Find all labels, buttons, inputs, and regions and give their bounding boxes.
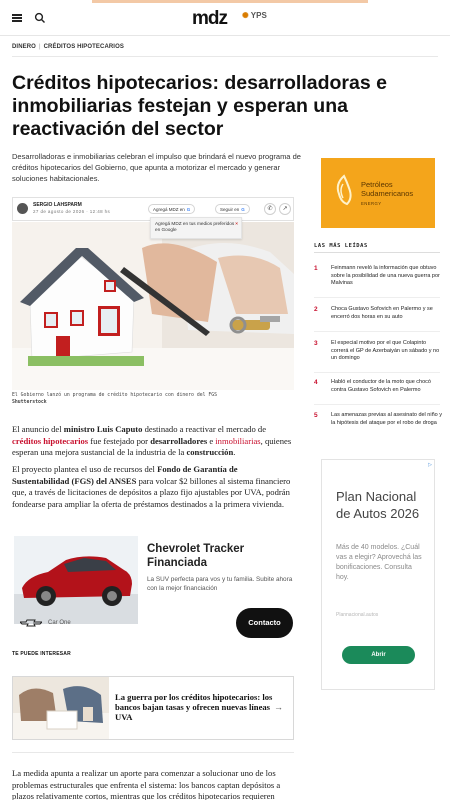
article-title: Créditos hipotecarios: desarrolladoras e inmobiliarias festejan y esperan una reactivación del sector (12, 72, 387, 140)
divider (314, 297, 440, 298)
related-article-card[interactable] (12, 676, 294, 740)
menu-icon[interactable] (12, 14, 22, 22)
follow-google-button[interactable]: Seguir en G (215, 204, 250, 214)
rank-number: 1 (314, 265, 318, 272)
plan-nacional-ad[interactable] (321, 459, 435, 690)
plan-ad-description: Más de 40 modelos. ¿Cuál vas a elegir? Aprovechá las bonificaciones. Consulta hoy. (336, 544, 422, 581)
share-icon[interactable]: ↗ (279, 203, 291, 215)
ad-description: La SUV perfecta para vos y tu familia. Subite ahora con la mejor financiación (147, 576, 293, 592)
sponsor-name: Petróleos Sudamericanos (361, 180, 414, 198)
divider (314, 331, 440, 332)
sponsor-tagline: ENERGY (361, 201, 382, 206)
open-button[interactable]: Abrir (342, 646, 415, 664)
sponsored-ad[interactable] (12, 530, 294, 642)
adchoices-icon[interactable]: ▷ (428, 462, 432, 468)
photo-caption (12, 392, 294, 406)
divider (12, 752, 294, 753)
chevrolet-bowtie-icon (20, 619, 42, 627)
most-read-heading: LAS MÁS LEÍDAS (314, 243, 368, 249)
google-tooltip: Agregá MDZ en tus medios preferidos en Google × (150, 217, 242, 239)
most-read-title[interactable]: Choca Gustavo Sofovich en Palermo y se encerró dos horas en su auto (331, 306, 433, 320)
house-model-illustration (12, 222, 294, 390)
related-label: TE PUEDE INTERESAR (12, 651, 71, 657)
add-google-button[interactable]: Agregá MDZ en G (148, 204, 195, 214)
article-paragraph-3: La medida apunta a realizar un aporte para comenzar a solucionar uno de los problemas estructurales que enfrenta el sistema: los bancos captan depósitos a plazos relativamente cortos, mientras que los créditos hipotecarios requieren (12, 768, 281, 800)
whatsapp-icon[interactable]: ✆ (264, 203, 276, 215)
rank-number: 2 (314, 306, 318, 313)
breadcrumb (12, 44, 124, 50)
car-image (14, 536, 138, 624)
google-icon: G (241, 207, 245, 212)
divider (314, 252, 440, 253)
close-icon[interactable]: × (235, 221, 238, 226)
author-avatar (17, 203, 28, 214)
plan-ad-title: Plan Nacional de Autos 2026 (336, 489, 420, 521)
article-paragraph-2: El proyecto plantea el uso de recursos del Fondo de Garantía de Sustentabilidad (FGS) del ANSES para volcar $2 billones al sistema financiero que, a través de licitaciones de depósitos a plazo fijo ajustables por UVA, podrán fondearse para ampliar la oferta de préstamos destinados a la primera vivienda. (12, 464, 291, 509)
related-article-title[interactable]: La guerra por los créditos hipotecarios: los bancos bajan tasas y ofrecen nuevas líneas UVA (115, 692, 273, 722)
most-read-title[interactable]: El especial motivo por el que Colapinto correrá el GP de Azerbaiyán un sábado y no un domingo (331, 340, 440, 361)
arrow-right-icon[interactable]: → (274, 702, 283, 712)
sponsor-banner[interactable] (321, 158, 435, 228)
breadcrumb-separator: | (38, 44, 41, 50)
divider (12, 56, 438, 57)
caption-credit: Shutterstock (12, 400, 47, 405)
publish-date: 27 de agosto de 2026 · 12:48 hs (33, 209, 111, 214)
breadcrumb-section[interactable]: DINERO (12, 44, 36, 50)
most-read-title[interactable]: Habló el conductor de la moto que chocó contra Gustavo Sofovich en Palermo (331, 379, 431, 393)
search-icon[interactable] (34, 12, 46, 24)
site-header (0, 0, 450, 36)
rank-number: 4 (314, 379, 318, 386)
article-paragraph-1: El anuncio del ministro Luis Caputo destinado a reactivar el mercado de créditos hipotecarios fue festejado por desarrolladores e inmobiliarias, quienes esperan una mejora sustancial de la industria de la construcción. (12, 424, 292, 457)
contact-button[interactable]: Contacto (236, 608, 293, 638)
ad-brand: Car One (48, 620, 71, 626)
author-name[interactable]: SERGIO LAHSPARM (33, 202, 82, 208)
link-creditos-hipotecarios[interactable]: créditos hipotecarios (12, 435, 89, 446)
rank-number: 3 (314, 340, 318, 347)
article-photo (12, 222, 294, 390)
plan-ad-url: Plannacional.autos (336, 612, 379, 618)
most-read-title[interactable]: Feinmann reveló la información que obtuvo sobre la posibilidad de una nueva guerra por Malvinas (331, 265, 440, 286)
ad-title[interactable]: Chevrolet Tracker Financiada (147, 543, 245, 569)
breadcrumb-subsection[interactable]: CRÉDITOS HIPOTECARIOS (43, 44, 124, 50)
link-inmobiliarias[interactable]: inmobiliarias (215, 435, 261, 446)
rank-number: 5 (314, 412, 318, 419)
caption-text: El Gobierno lanzó un programa de crédito hipotecario con dinero del FGS (12, 393, 218, 398)
site-logo[interactable]: mdz (192, 8, 227, 29)
related-article-image (13, 677, 109, 739)
divider (314, 404, 440, 405)
divider (314, 372, 440, 373)
most-read-title[interactable]: Las amenazas previas al asesinato del niño y la hipótesis del ataque por el robo de droga (331, 412, 442, 426)
partner-logo: ✺ YPS (242, 11, 267, 20)
article-lead: Desarrolladoras e inmobiliarias celebran el impulso que brindará el nuevo programa de créditos hipotecarios del Gobierno, que apunta a motorizar el mercado y generar soluciones habitacionales. (12, 152, 301, 183)
google-icon: G (186, 207, 191, 212)
flame-logo-icon (331, 174, 357, 206)
